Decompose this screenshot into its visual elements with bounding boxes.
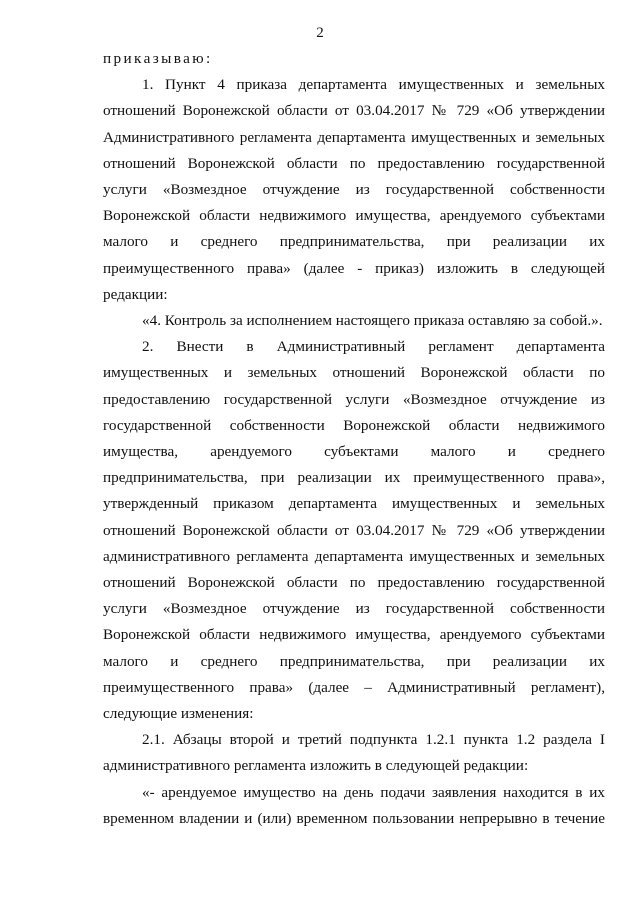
paragraph-order-word: приказываю: xyxy=(103,50,213,67)
paragraph-item-1: 1. Пункт 4 приказа департамента имущественных и земельных отношений Воронежской области от 03.04.2017 № 729 «Об утверждении Административного регламента департамента имущественных и земельных отношений Воронежской области по предоставлению государственной услуги «Возмездное отчуждение из государственной собственности Воронежской области недвижимого имущества, арендуемого субъектами малого и среднего предпринимательства, при реализации их преимущественного права» (далее - приказ) изложить в следующей редакции: xyxy=(103,76,605,303)
paragraph-item-1-quote: «4. Контроль за исполнением настоящего приказа оставляю за собой.». xyxy=(142,312,603,330)
document-body xyxy=(103,46,605,832)
paragraph-item-2-1: 2.1. Абзацы второй и третий подпункта 1.2.1 пункта 1.2 раздела I административного регламента изложить в следующей редакции: xyxy=(103,731,605,775)
paragraph-item-2-1-quote: «- арендуемое имущество на день подачи заявления находится в их временном владении и (или) временном пользовании непрерывно в течение xyxy=(103,783,605,827)
page-number: 2 xyxy=(316,25,324,41)
paragraph-item-2: 2. Внести в Административный регламент департамента имущественных и земельных отношений Воронежской области по предоставлению государственной услуги «Возмездное отчуждение из государственной собственности Воронежской области недвижимого имущества, арендуемого субъектами малого и среднего предпринимательства, при реализации их преимущественного права», утвержденный приказом департамента имущественных и земельных отношений Воронежской области от 03.04.2017 № 729 «Об утверждении административного регламента департамента имущественных и земельных отношений Воронежской области по предоставлению государственной услуги «Возмездное отчуждение из государственной собственности Воронежской области недвижимого имущества, арендуемого субъектами малого и среднего предпринимательства, при реализации их преимущественного права» (далее – Административный регламент), следующие изменения: xyxy=(103,338,605,723)
